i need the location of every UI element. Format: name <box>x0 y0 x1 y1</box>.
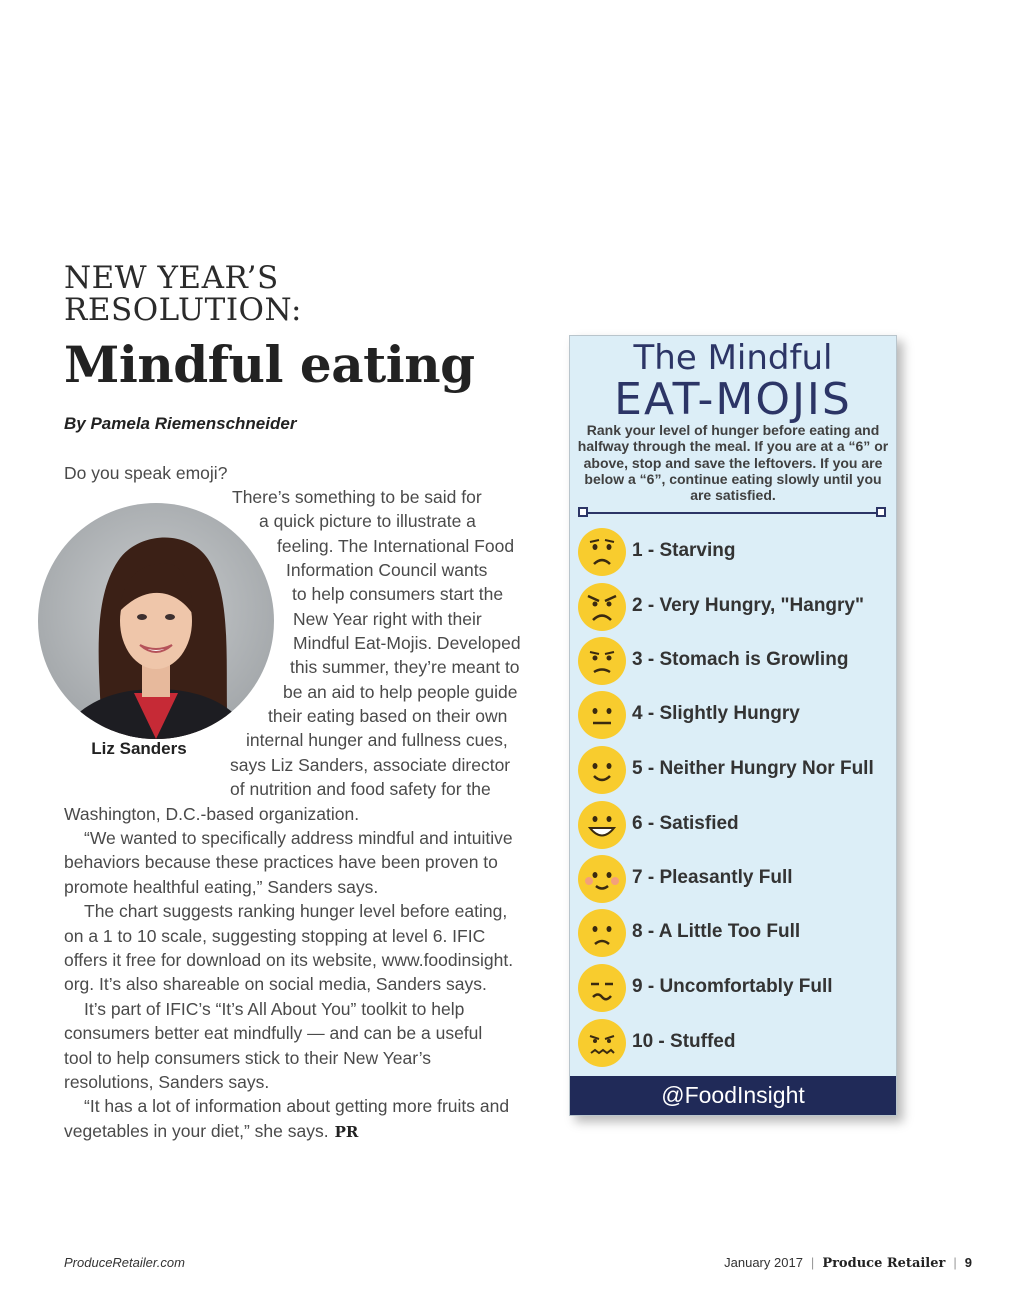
portrait-photo <box>38 503 274 739</box>
body-line: It’s part of IFIC’s “It’s All About You” toolkit to help <box>84 999 465 1019</box>
infographic-title-line-2: EAT-MOJIS <box>614 374 852 425</box>
body-line: Washington, D.C.-based organization. <box>64 804 360 824</box>
kicker-line-2: RESOLUTION: <box>64 292 302 328</box>
body-line-last <box>64 1119 358 1144</box>
body-line: a quick picture to illustrate a <box>259 511 476 531</box>
hunger-level-row <box>576 909 894 959</box>
hunger-level-row <box>576 746 894 796</box>
body-line: Information Council wants <box>286 560 488 580</box>
body-line: org. It’s also shareable on social media, Sanders says. <box>64 974 487 994</box>
kicker-line-1: NEW YEAR’S <box>64 260 279 296</box>
portrait-illustration <box>38 503 274 739</box>
body-line: tool to help consumers stick to their New Year’s <box>64 1048 432 1068</box>
footer-publication: Produce Retailer <box>822 1256 946 1271</box>
level-label: 2 - Very Hungry, "Hangry" <box>632 595 865 616</box>
hunger-level-row <box>576 528 894 578</box>
hunger-level-row <box>576 855 894 905</box>
infographic-description: Rank your level of hunger before eating and halfway through the meal. If you are at a “6” or above, stop and save the leftovers. If you are below a “6”, continue eating slowly until you are satisfied. <box>577 422 889 504</box>
photo-caption: Liz Sanders <box>91 739 187 758</box>
body-line: their eating based on their own <box>268 706 508 726</box>
level-label: 4 - Slightly Hungry <box>632 703 800 724</box>
level-label: 9 - Uncomfortably Full <box>632 976 833 997</box>
rule-end-cap-left <box>578 507 588 517</box>
stuffed-face-icon <box>578 1019 626 1067</box>
slight-smile-face-icon <box>578 746 626 794</box>
body-line: Do you speak emoji? <box>64 463 228 483</box>
body-line: consumers better eat mindfully — and can be a useful <box>64 1023 483 1043</box>
body-line: “It has a lot of information about getting more fruits and <box>84 1096 510 1116</box>
hunger-level-row <box>576 637 894 687</box>
rule-end-cap-right <box>876 507 886 517</box>
infographic-title-line-1: The Mindful <box>633 338 833 378</box>
blushing-face-icon <box>578 855 626 903</box>
body-line: promote healthful eating,” Sanders says. <box>64 877 379 897</box>
hunger-level-row <box>576 583 894 633</box>
article-title: Mindful eating <box>64 335 475 394</box>
body-line: “We wanted to specifically address mindful and intuitive <box>84 828 513 848</box>
body-line: be an aid to help people guide <box>283 682 518 702</box>
level-label: 7 - Pleasantly Full <box>632 867 793 888</box>
body-line: this summer, they’re meant to <box>290 657 520 677</box>
body-line-text: vegetables in your diet,” she says. <box>64 1121 329 1141</box>
byline: By Pamela Riemenschneider <box>64 414 297 433</box>
end-mark: PR <box>334 1123 359 1141</box>
body-line: of nutrition and food safety for the <box>230 779 491 799</box>
level-label: 5 - Neither Hungry Nor Full <box>632 758 874 779</box>
neutral-face-icon <box>578 691 626 739</box>
eat-mojis-infographic <box>569 335 897 1116</box>
divider-rule <box>583 512 881 514</box>
hangry-face-icon <box>578 583 626 631</box>
body-line: offers it free for download on its website, www.foodinsight. <box>64 950 514 970</box>
body-line: to help consumers start the <box>292 584 504 604</box>
footer-issue-info <box>724 1255 972 1271</box>
level-label: 6 - Satisfied <box>632 813 739 834</box>
infographic-handle: @FoodInsight <box>570 1076 896 1115</box>
body-line: behaviors because these practices have been proven to <box>64 852 498 872</box>
footer-separator: | <box>810 1255 815 1270</box>
level-label: 3 - Stomach is Growling <box>632 649 849 670</box>
body-line: New Year right with their <box>293 609 482 629</box>
body-line: There’s something to be said for <box>232 487 482 507</box>
page-number: 9 <box>964 1255 972 1270</box>
hunger-level-row <box>576 1019 894 1069</box>
grin-face-icon <box>578 801 626 849</box>
body-line: resolutions, Sanders says. <box>64 1072 270 1092</box>
body-line: internal hunger and fullness cues, <box>246 730 508 750</box>
level-label: 10 - Stuffed <box>632 1031 736 1052</box>
starving-face-icon <box>578 528 626 576</box>
body-line: The chart suggests ranking hunger level before eating, <box>84 901 508 921</box>
body-line: Mindful Eat-Mojis. Developed <box>293 633 521 653</box>
hunger-level-row <box>576 691 894 741</box>
level-label: 1 - Starving <box>632 540 736 561</box>
footer-site: ProduceRetailer.com <box>64 1255 185 1270</box>
article-kicker <box>64 262 302 326</box>
uneasy-face-icon <box>578 909 626 957</box>
body-line: says Liz Sanders, associate director <box>230 755 511 775</box>
body-line: feeling. The International Food <box>277 536 515 556</box>
footer-separator: | <box>953 1255 957 1270</box>
footer-date: January 2017 <box>724 1255 803 1270</box>
hunger-level-row <box>576 964 894 1014</box>
level-label: 8 - A Little Too Full <box>632 921 801 942</box>
queasy-face-icon <box>578 964 626 1012</box>
body-line: on a 1 to 10 scale, suggesting stopping at level 6. IFIC <box>64 926 486 946</box>
hunger-level-row <box>576 801 894 851</box>
growling-face-icon <box>578 637 626 685</box>
